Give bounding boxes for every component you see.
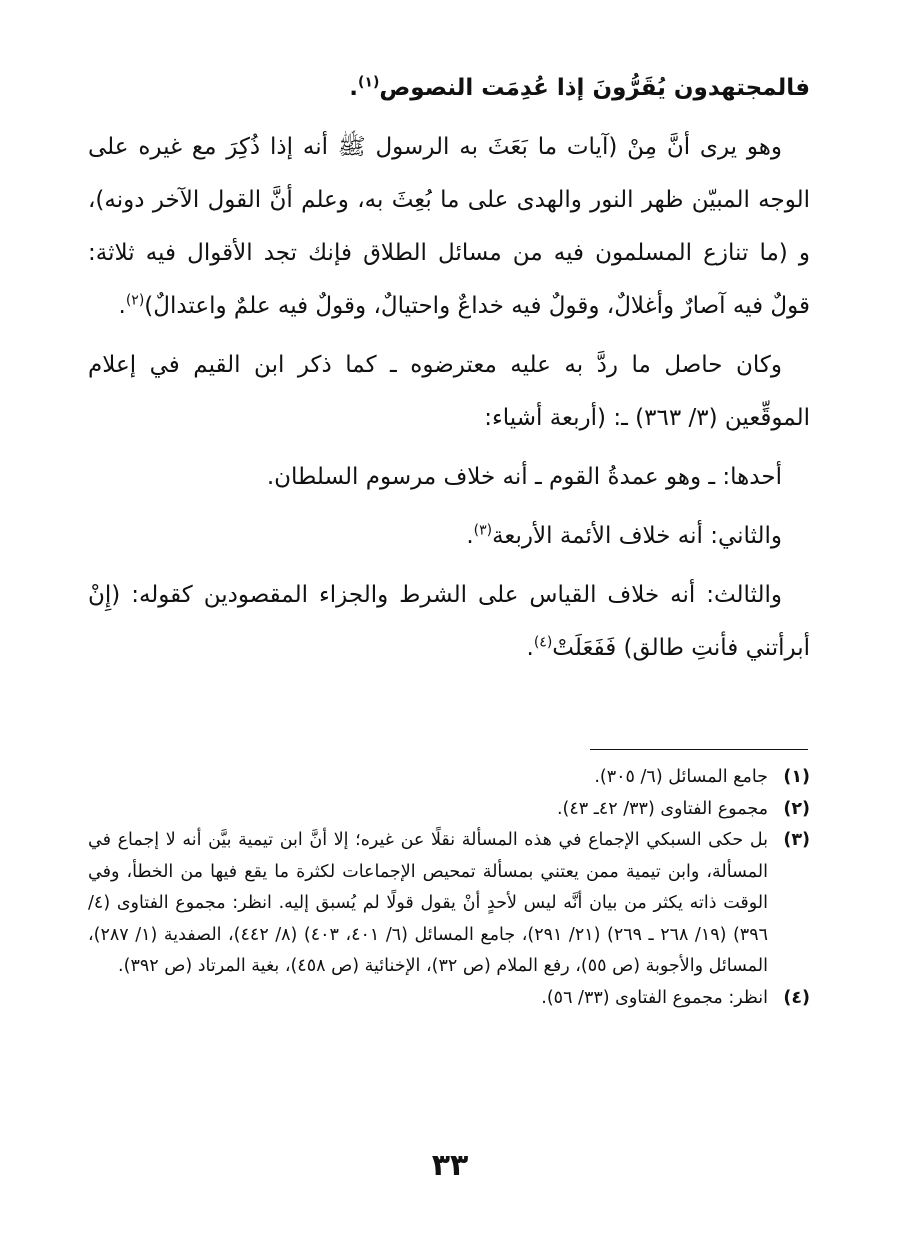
footnote-item	[88, 983, 810, 1015]
paragraph	[88, 451, 810, 504]
paragraph-text: أحدها: ـ وهو عمدةُ القوم ـ أنه خلاف مرسوم السلطان.	[266, 464, 782, 490]
paragraph	[88, 121, 810, 333]
footnote-text: مجموع الفتاوى (٣٣/ ٤٢ـ ٤٣).	[556, 798, 768, 819]
paragraph	[88, 339, 810, 445]
footnotes	[88, 762, 810, 1014]
paragraph-text: وكان حاصل ما ردَّ به عليه معترضوه ـ كما ذكر ابن القيم في إعلام الموقِّعين (٣/ ٣٦٣) ـ: (أربعة أشياء:	[88, 352, 810, 431]
paragraph-tail: .	[118, 293, 126, 319]
paragraph	[88, 62, 810, 115]
footnote-item	[88, 794, 810, 826]
paragraph	[88, 569, 810, 675]
footnote-item	[88, 762, 810, 794]
footnote-number: (٣)	[783, 830, 810, 850]
footnote-number: (٤)	[783, 987, 810, 1008]
footnote-text: بل حكى السبكي الإجماع في هذه المسألة نقلًا عن غيره؛ إلا أنَّ ابن تيمية بيَّن أنه لا إجماع في المسألة، وابن تيمية ممن يعتني بمسألة تمحيص الإجماعات لكثرة ما يقع فيها من الخطأ، وفي الوقت ذاته يكثر من بيان أنَّه ليس لأحدٍ أنْ يقول قولًا لم يُسبق إليه. انظر: مجموع الفتاوى (٤/ ٣٩٦) (١٩/ ٢٦٨ ـ ٢٦٩) (٢١/ ٢٩١)، جامع المسائل (٦/ ٤٠١، ٤٠٣) (٨/ ٤٤٢)، الصفدية (١/ ٢٨٧)، المسائل والأجوبة (ص ٥٥)، رفع الملام (ص ٣٢)، الإخنائية (ص ٤٥٨)، بغية المرتاد (ص ٣٩٢).	[88, 830, 768, 976]
body-text	[88, 62, 810, 675]
paragraph-tail: .	[466, 523, 474, 549]
footnote-marker[interactable]: (٤)	[533, 634, 553, 651]
paragraph-text: فالمجتهدون يُقَرُّونَ إذا عُدِمَت النصوص	[379, 75, 810, 101]
paragraph-text: والثاني: أنه خلاف الأئمة الأربعة	[492, 523, 782, 549]
footnote-marker[interactable]: (٢)	[125, 292, 145, 309]
footnote-marker[interactable]: (٣)	[473, 522, 493, 539]
paragraph	[88, 510, 810, 563]
page-number: ٣٣	[431, 1148, 469, 1183]
main-text	[88, 62, 810, 681]
paragraph-text: وهو يرى أنَّ مِنْ (آيات ما بَعَثَ به الرسول ﷺ أنه إذا ذُكِرَ مع غيره على الوجه المبيّن ظهر النور والهدى على ما بُعِثَ به، وعلم أنَّ القول الآخر دونه)، و (ما تنازع المسلمون فيه من مسائل الطلاق فإنك تجد الأقوال فيه ثلاثة: قولٌ فيه آصارٌ وأغلالٌ، وقولٌ فيه خداعٌ واحتيالٌ، وقولٌ فيه علمٌ واعتدالٌ)	[88, 134, 810, 319]
footnote-marker[interactable]: (١)	[357, 74, 380, 91]
footnote-number: (٢)	[783, 798, 810, 819]
paragraph-tail: .	[526, 635, 534, 661]
footnote-text: جامع المسائل (٦/ ٣٠٥).	[594, 767, 768, 787]
footnote-text: انظر: مجموع الفتاوى (٣٣/ ٥٦).	[541, 987, 768, 1008]
footnote-separator	[590, 749, 808, 750]
paragraph-tail: .	[349, 75, 358, 101]
paragraph-text: والثالث: أنه خلاف القياس على الشرط والجزاء المقصودين كقوله: (إِنْ أبرأتني فأنتِ طالق) فَفَعَلَتْ	[88, 582, 810, 661]
footnote-item	[88, 825, 810, 983]
footnote-number: (١)	[783, 767, 810, 787]
